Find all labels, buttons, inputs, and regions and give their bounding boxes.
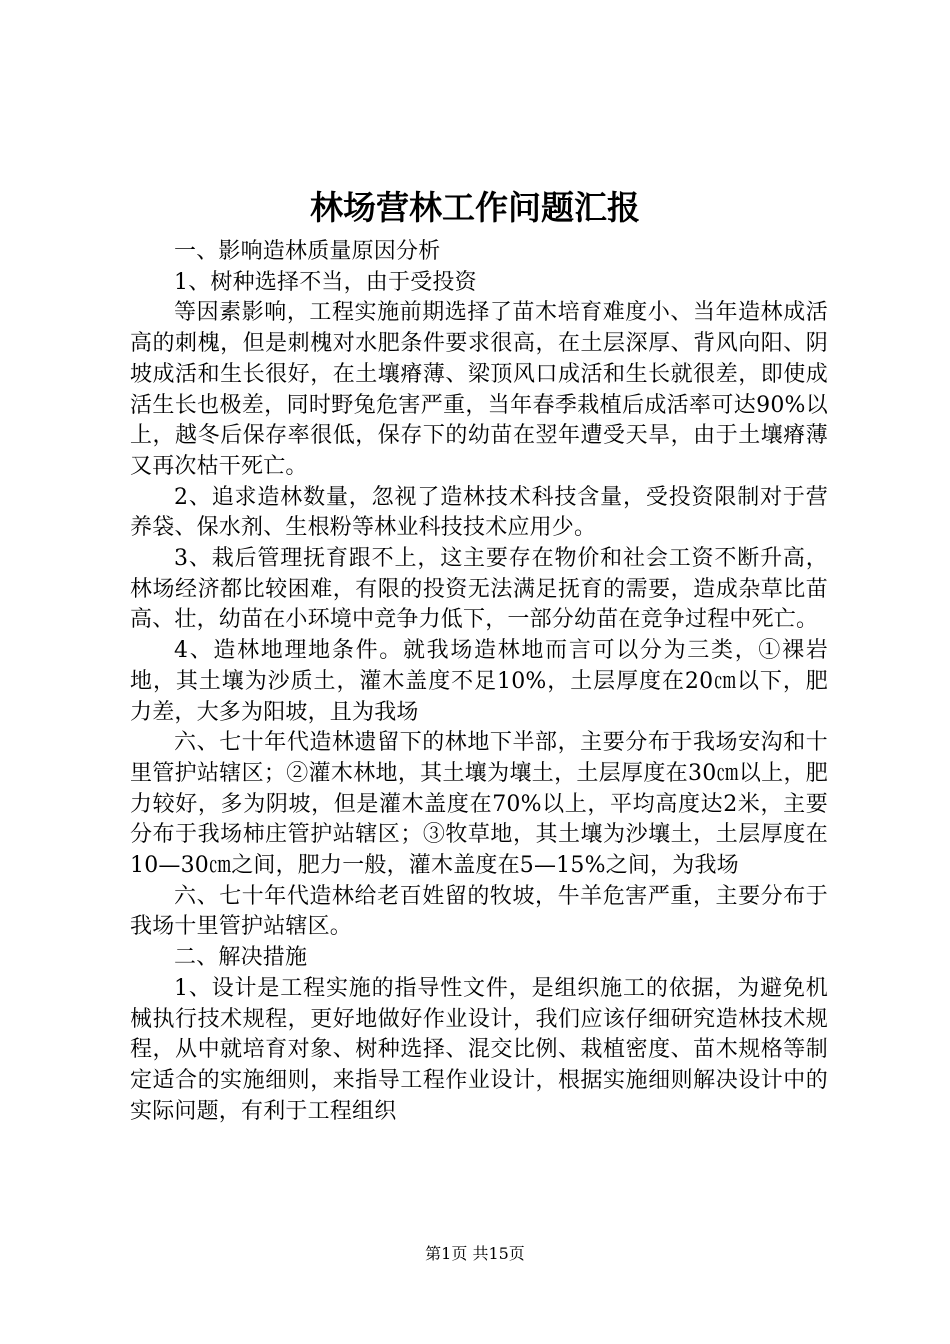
document-title: 林场营林工作问题汇报 bbox=[310, 188, 640, 227]
paragraph-3: 2、追求造林数量，忽视了造林技术科技含量，受投资限制对于营养袋、保水剂、生根粉等林业科技技术应用少。 bbox=[130, 484, 828, 541]
heading-section-1: 一、影响造林质量原因分析 bbox=[174, 239, 441, 264]
paragraph-8: 1、设计是工程实施的指导性文件，是组织施工的依据，为避免机械执行技术规程，更好地做好作业设计，我们应该仔细研究造林技术规程，从中就培育对象、树种选择、混交比例、栽植密度、苗木规格等制定适合的实施细则，来指导工程作业设计，根据实施细则解决设计中的实际问题，有利于工程组织 bbox=[130, 975, 828, 1124]
heading-section-2: 二、解决措施 bbox=[174, 945, 308, 971]
paragraph-4: 3、栽后管理抚育跟不上，这主要存在物价和社会工资不断升高，林场经济都比较困难，有限的投资无法满足抚育的需要，造成杂草比苗高、壮，幼苗在小环境中竞争力低下，一部分幼苗在竞争过程中死亡。 bbox=[130, 546, 828, 633]
paragraph-6: 六、七十年代造林遗留下的林地下半部，主要分布于我场安沟和十里管护站辖区；②灌木林地，其土壤为壤土，土层厚度在30㎝以上，肥力较好，多为阴坡，但是灌木盖度在70%以上，平均高度达2米，主要分布于我场柿庄管护站辖区；③牧草地，其土壤为沙壤土，土层厚度在10—30㎝之间，肥力一般，灌木盖度在5—15%之间，为我场 bbox=[130, 730, 828, 879]
paragraph-2: 等因素影响，工程实施前期选择了苗木培育难度小、当年造林成活高的刺槐，但是刺槐对水肥条件要求很高，在土层深厚、背风向阳、阴坡成活和生长很好，在土壤瘠薄、梁顶风口成活和生长就很差，即使成活生长也极差，同时野兔危害严重，当年春季栽植后成活率可达90%以上，越冬后保存率很低，保存下的幼苗在翌年遭受天旱，由于土壤瘠薄又再次枯干死亡。 bbox=[130, 300, 828, 479]
document-body bbox=[130, 237, 828, 1127]
page-number-footer: 第1页 共15页 bbox=[425, 1244, 525, 1263]
paragraph-5: 4、造林地理地条件。就我场造林地而言可以分为三类，①裸岩地，其土壤为沙质土，灌木盖度不足10%，土层厚度在20㎝以下，肥力差，大多为阳坡，且为我场 bbox=[130, 638, 828, 725]
paragraph-7: 六、七十年代造林给老百姓留的牧坡，牛羊危害严重，主要分布于我场十里管护站辖区。 bbox=[130, 883, 828, 940]
paragraph-1: 1、树种选择不当，由于受投资 bbox=[174, 269, 477, 295]
